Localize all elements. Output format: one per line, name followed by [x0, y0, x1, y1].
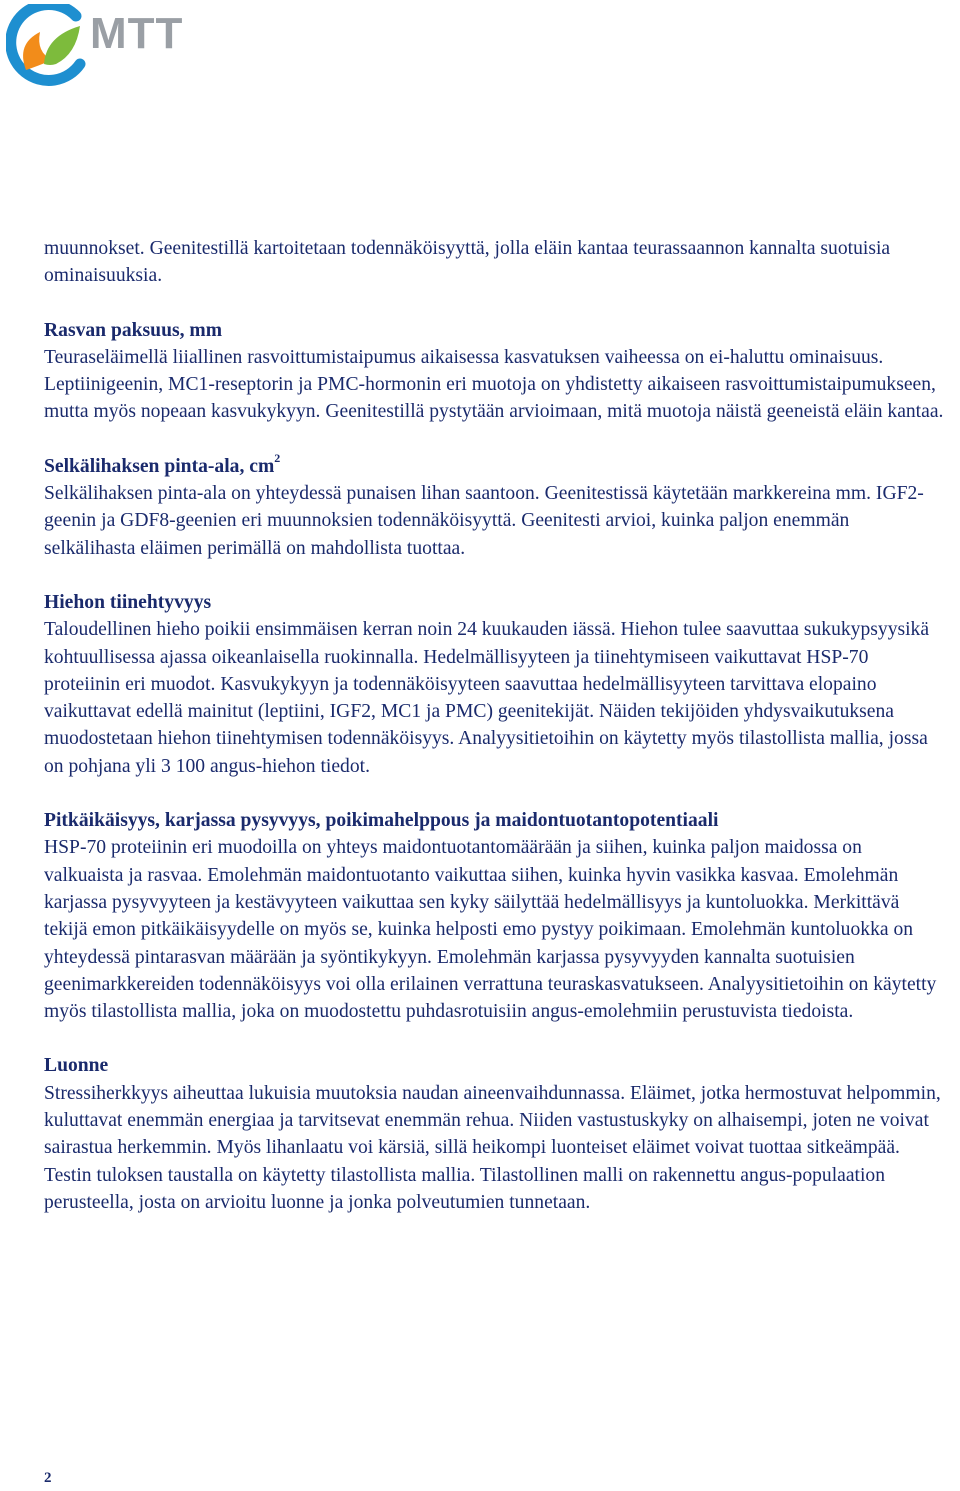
page-number: 2 — [44, 1470, 52, 1486]
logo-text: MTT — [90, 9, 184, 58]
mtt-logo — [6, 4, 206, 86]
section-body: Stressiherkkyys aiheuttaa lukuisia muutoksia naudan aineenvaihdunnassa. Eläimet, jotka hermostuvat helpommin, kuluttavat enemmän energiaa ja tarvitsevat enemmän rehua. Niiden vastustuskyky on alhaisempi, joten ne voivat sairastua herkemmin. Myös lihanlaatu voi kärsiä, sillä heikompi luonteiset eläimet voivat tuottaa sitkeämpää. Testin tuloksen taustalla on käytetty tilastollista mallia. Tilastollinen malli on rakennettu angus-populaation perusteella, josta on arvioitu luonne ja jonka polveutumien tunnetaan. — [44, 1082, 941, 1213]
section-body: Selkälihaksen pinta-ala on yhteydessä punaisen lihan saantoon. Geenitestissä käytetään markkereina mm. IGF2-geenin ja GDF8-geenien eri muunnoksien todennäköisyyttä. Geenitesti arvioi, kuinka paljon enemmän selkälihasta eläimen perimällä on mahdollista tuottaa. — [44, 483, 924, 559]
section-heading: Pitkäikäisyys, karjassa pysyvyys, poikimahelppous ja maidontuotantopotentiaali — [44, 810, 719, 832]
document-body — [44, 235, 944, 1216]
section-body: Taloudellinen hieho poikii ensimmäisen kerran noin 24 kuukauden iässä. Hiehon tulee saavuttaa sukukypsyysikä kohtuullisessa ajassa oikeanlaisella ruokinnalla. Hedelmällisyyteen ja tiinehtymiseen vaikuttavat HSP-70 proteiinin eri muodot. Kasvukykyyn ja todennäköisyyteen saavuttaa hedelmällisyyteen tarvittava elopaino vaikuttavat edellä mainitut (leptiini, IGF2, MC1 ja PMC) geenitekijät. Näiden tekijöiden yhdysvaikutuksena muodostetaan hiehon tiinehtymisen todennäköisyys. Analyysitietoihin on käytetty myös tilastollista mallia, jossa on pohjana yli 3 100 angus-hiehon tiedot. — [44, 619, 930, 777]
section-pitkaikaisyys — [44, 807, 944, 1025]
section-body: Teuraseläimellä liiallinen rasvoittumistaipumus aikaisessa kasvatuksen vaiheessa on ei-haluttu ominaisuus. Leptiinigeenin, MC1-reseptorin ja PMC-hormonin eri muotoja on yhdistetty aikaiseen rasvoittumistaipumukseen, mutta myös nopeaan kasvukykyyn. Geenitestillä pystytään arvioimaan, mitä muotoja näistä geeneistä eläin kantaa. — [44, 346, 944, 423]
section-heading: Luonne — [44, 1055, 109, 1077]
heading-superscript: 2 — [274, 451, 281, 466]
section-heading: Hiehon tiinehtyvyys — [44, 591, 212, 613]
section-selkalihaksen-pinta-ala — [44, 453, 944, 562]
intro-paragraph: muunnokset. Geenitestillä kartoitetaan todennäköisyyttä, jolla eläin kantaa teurassaannon kannalta suotuisia ominaisuuksia. — [44, 238, 891, 287]
section-luonne — [44, 1052, 944, 1216]
section-heading: Rasvan paksuus, mm — [44, 319, 223, 341]
mtt-emblem-icon — [11, 4, 80, 80]
section-hiehon-tiinehtyvyys — [44, 589, 944, 780]
section-rasvan-paksuus — [44, 317, 944, 426]
section-body: HSP-70 proteiinin eri muodoilla on yhteys maidontuotantomäärään ja siihen, kuinka paljon maidossa on valkuaista ja rasvaa. Emolehmän maidontuotanto vaikuttaa siihen, kuinka hyvin vasikka kasvaa. Emolehmän karjassa pysyvyyteen ja kestävyyteen vaikuttaa sen kyky säilyttää hedelmällisyys ja kuntoluokka. Merkittävä tekijä emon pitkäikäisyydelle on myös se, kuinka helposti emo pystyy poikimaan. Emolehmän kuntoluokka on yhteydessä pintarasvan määrään ja syöntikykyyn. Emolehmän karjassa pysyvyyden kannalta suotuisien geenimarkkereiden todennäköisyys voi olla erilainen verrattuna teuraskasvatukseen. Analyysitietoihin on käytetty myös tilastollista mallia, joka on muodostettu puhdasrotuisiin angus-emolehmiin perustuvista tiedoista. — [44, 837, 937, 1023]
section-heading — [44, 453, 944, 480]
section-heading-text: Selkälihaksen pinta-ala, cm — [44, 455, 275, 477]
